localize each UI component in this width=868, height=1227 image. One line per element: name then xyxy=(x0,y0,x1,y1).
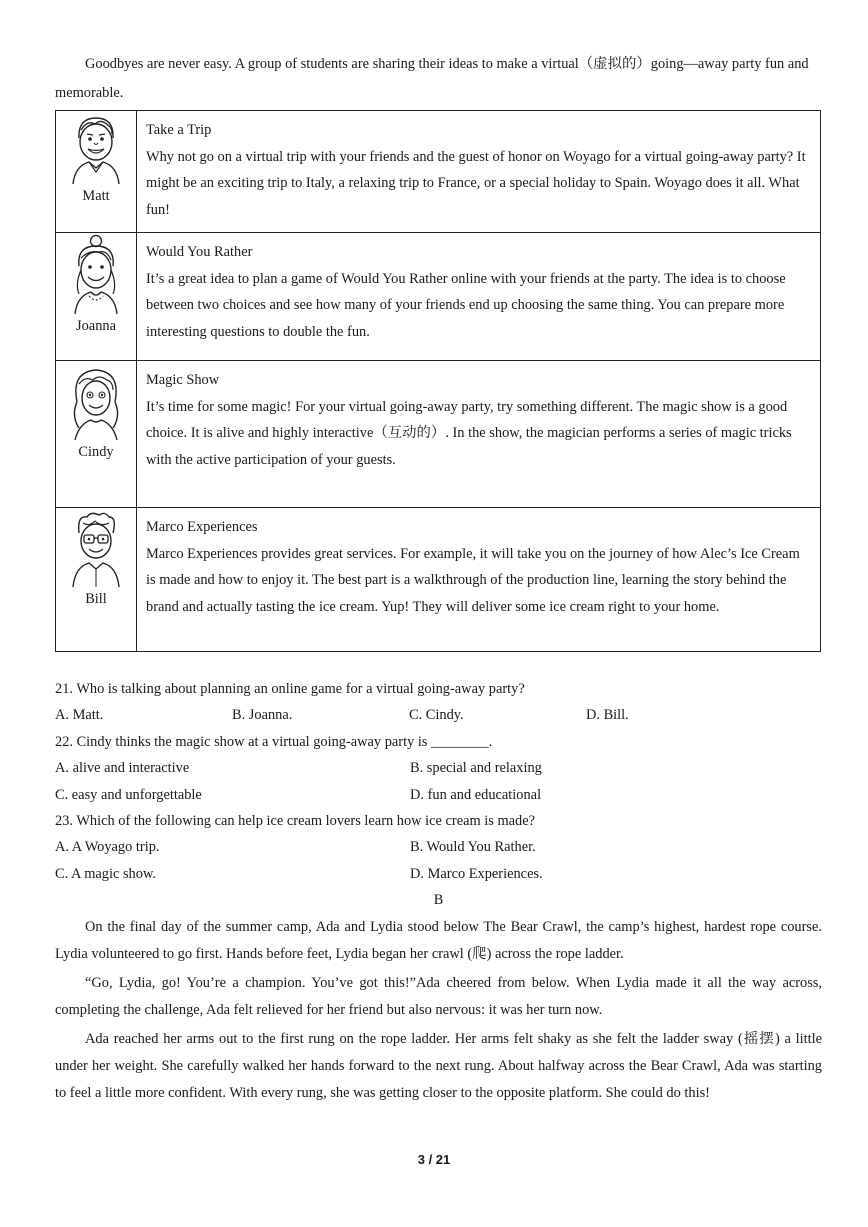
answer-options xyxy=(55,861,822,887)
card-body: It’s a great idea to plan a game of Would You Rather online with your friends at the party. The idea is to choose between two choices and see how many of your friends end up choosing the same thing. You can prepare more interesting questions to double the fun. xyxy=(146,270,786,340)
answer-option: C. easy and unforgettable xyxy=(55,786,202,803)
girl-bun-cartoon-icon xyxy=(65,234,127,316)
card-body: Marco Experiences provides great services. For example, it will take you on the journey of how Alec’s Ice Cream is made and how to enjoy it. The best part is a walkthrough of the production line, learning the story behind the brand and actually tasting the ice cream. Yup! They will deliver some ice cream right to your home. xyxy=(146,545,800,615)
avatar-cell xyxy=(56,508,137,652)
answer-option: A. A Woyago trip. xyxy=(55,839,160,856)
avatar-cell xyxy=(56,233,137,361)
story-section xyxy=(55,914,822,1107)
card-row xyxy=(56,508,821,652)
question-stem: 21. Who is talking about planning an online game for a virtual going-away party? xyxy=(55,681,525,697)
answer-option: A. alive and interactive xyxy=(55,760,190,777)
story-paragraph: Ada reached her arms out to the first rung on the rope ladder. Her arms felt shaky as she felt the ladder sway (摇摆) a little under her weight. She carefully walked her hands forward to the next rung. About halfway across the Bear Crawl, Ada was starting to feel a little more confident. With every rung, she was getting closer to the opposite platform. She could do this! xyxy=(55,1031,822,1102)
card-title: Take a Trip xyxy=(146,122,212,138)
story-paragraph: “Go, Lydia, go! You’re a champion. You’ve got this!”Ada cheered from below. When Lydia made it all the way across, completing the challenge, Ada felt relieved for her friend but also nervous: it was her turn now. xyxy=(55,975,822,1019)
intro-paragraph: Goodbyes are never easy. A group of students are sharing their ideas to make a virtual（虚拟的）going—away party fun and memorable. xyxy=(55,56,809,101)
page-number: 3 / 21 xyxy=(417,1152,451,1167)
avatar-cell xyxy=(56,111,137,233)
answer-options xyxy=(55,755,822,781)
questions-section xyxy=(55,676,822,887)
section-label: B xyxy=(433,892,444,909)
card-title: Marco Experiences xyxy=(146,519,258,535)
answer-options xyxy=(55,782,822,808)
card-text-cell xyxy=(137,233,821,361)
card-row xyxy=(56,111,821,233)
student-name: Joanna xyxy=(76,318,116,334)
story-paragraph: On the final day of the summer camp, Ada and Lydia stood below The Bear Crawl, the camp’s highest, hardest rope course. Lydia volunteered to go first. Hands before feet, Lydia began her crawl (爬) across the rope ladder. xyxy=(55,919,822,963)
question-stem: 23. Which of the following can help ice cream lovers learn how ice cream is made? xyxy=(55,813,536,830)
card-body: It’s time for some magic! For your virtual going-away party, try something different. The magic show is a good choice. It is alive and highly interactive（互动的）. In the show, the magician performs a series of magic tricks with the active participation of your guests. xyxy=(146,398,792,468)
card-body: Why not go on a virtual trip with your friends and the guest of honor on Woyago for a virtual going-away party? It might be an exciting trip to Italy, a relaxing trip to France, or a special holiday to Spain. Woyago does it all. What fun! xyxy=(146,148,806,218)
boy-cartoon-icon xyxy=(65,112,127,186)
card-text-cell xyxy=(137,508,821,652)
answer-option: C. Cindy. xyxy=(409,707,464,724)
answer-option: B. special and relaxing xyxy=(410,760,542,777)
ideas-table xyxy=(55,110,821,652)
answer-option: A. Matt. xyxy=(55,707,104,724)
question-stem: 22. Cindy thinks the magic show at a virtual going-away party is ________. xyxy=(55,733,493,750)
card-text-cell xyxy=(137,111,821,233)
card-row xyxy=(56,361,821,508)
card-title: Would You Rather xyxy=(146,244,253,260)
card-text-cell xyxy=(137,361,821,508)
answer-option: D. fun and educational xyxy=(410,786,542,803)
card-row xyxy=(56,233,821,361)
student-name: Cindy xyxy=(78,444,114,460)
student-name: Bill xyxy=(85,591,107,607)
answer-options xyxy=(55,834,822,860)
answer-option: C. A magic show. xyxy=(55,865,156,882)
boy-glasses-cartoon-icon xyxy=(65,509,127,589)
answer-option: D. Marco Experiences. xyxy=(410,865,543,882)
avatar-cell xyxy=(56,361,137,508)
document-page xyxy=(55,50,822,1107)
answer-option: B. Joanna. xyxy=(232,707,293,724)
card-title: Magic Show xyxy=(146,372,220,388)
answer-option: B. Would You Rather. xyxy=(410,839,536,856)
answer-options xyxy=(55,702,822,728)
girl-curly-hair-cartoon-icon xyxy=(65,362,127,442)
student-name: Matt xyxy=(82,188,110,204)
answer-option: D. Bill. xyxy=(586,707,629,724)
